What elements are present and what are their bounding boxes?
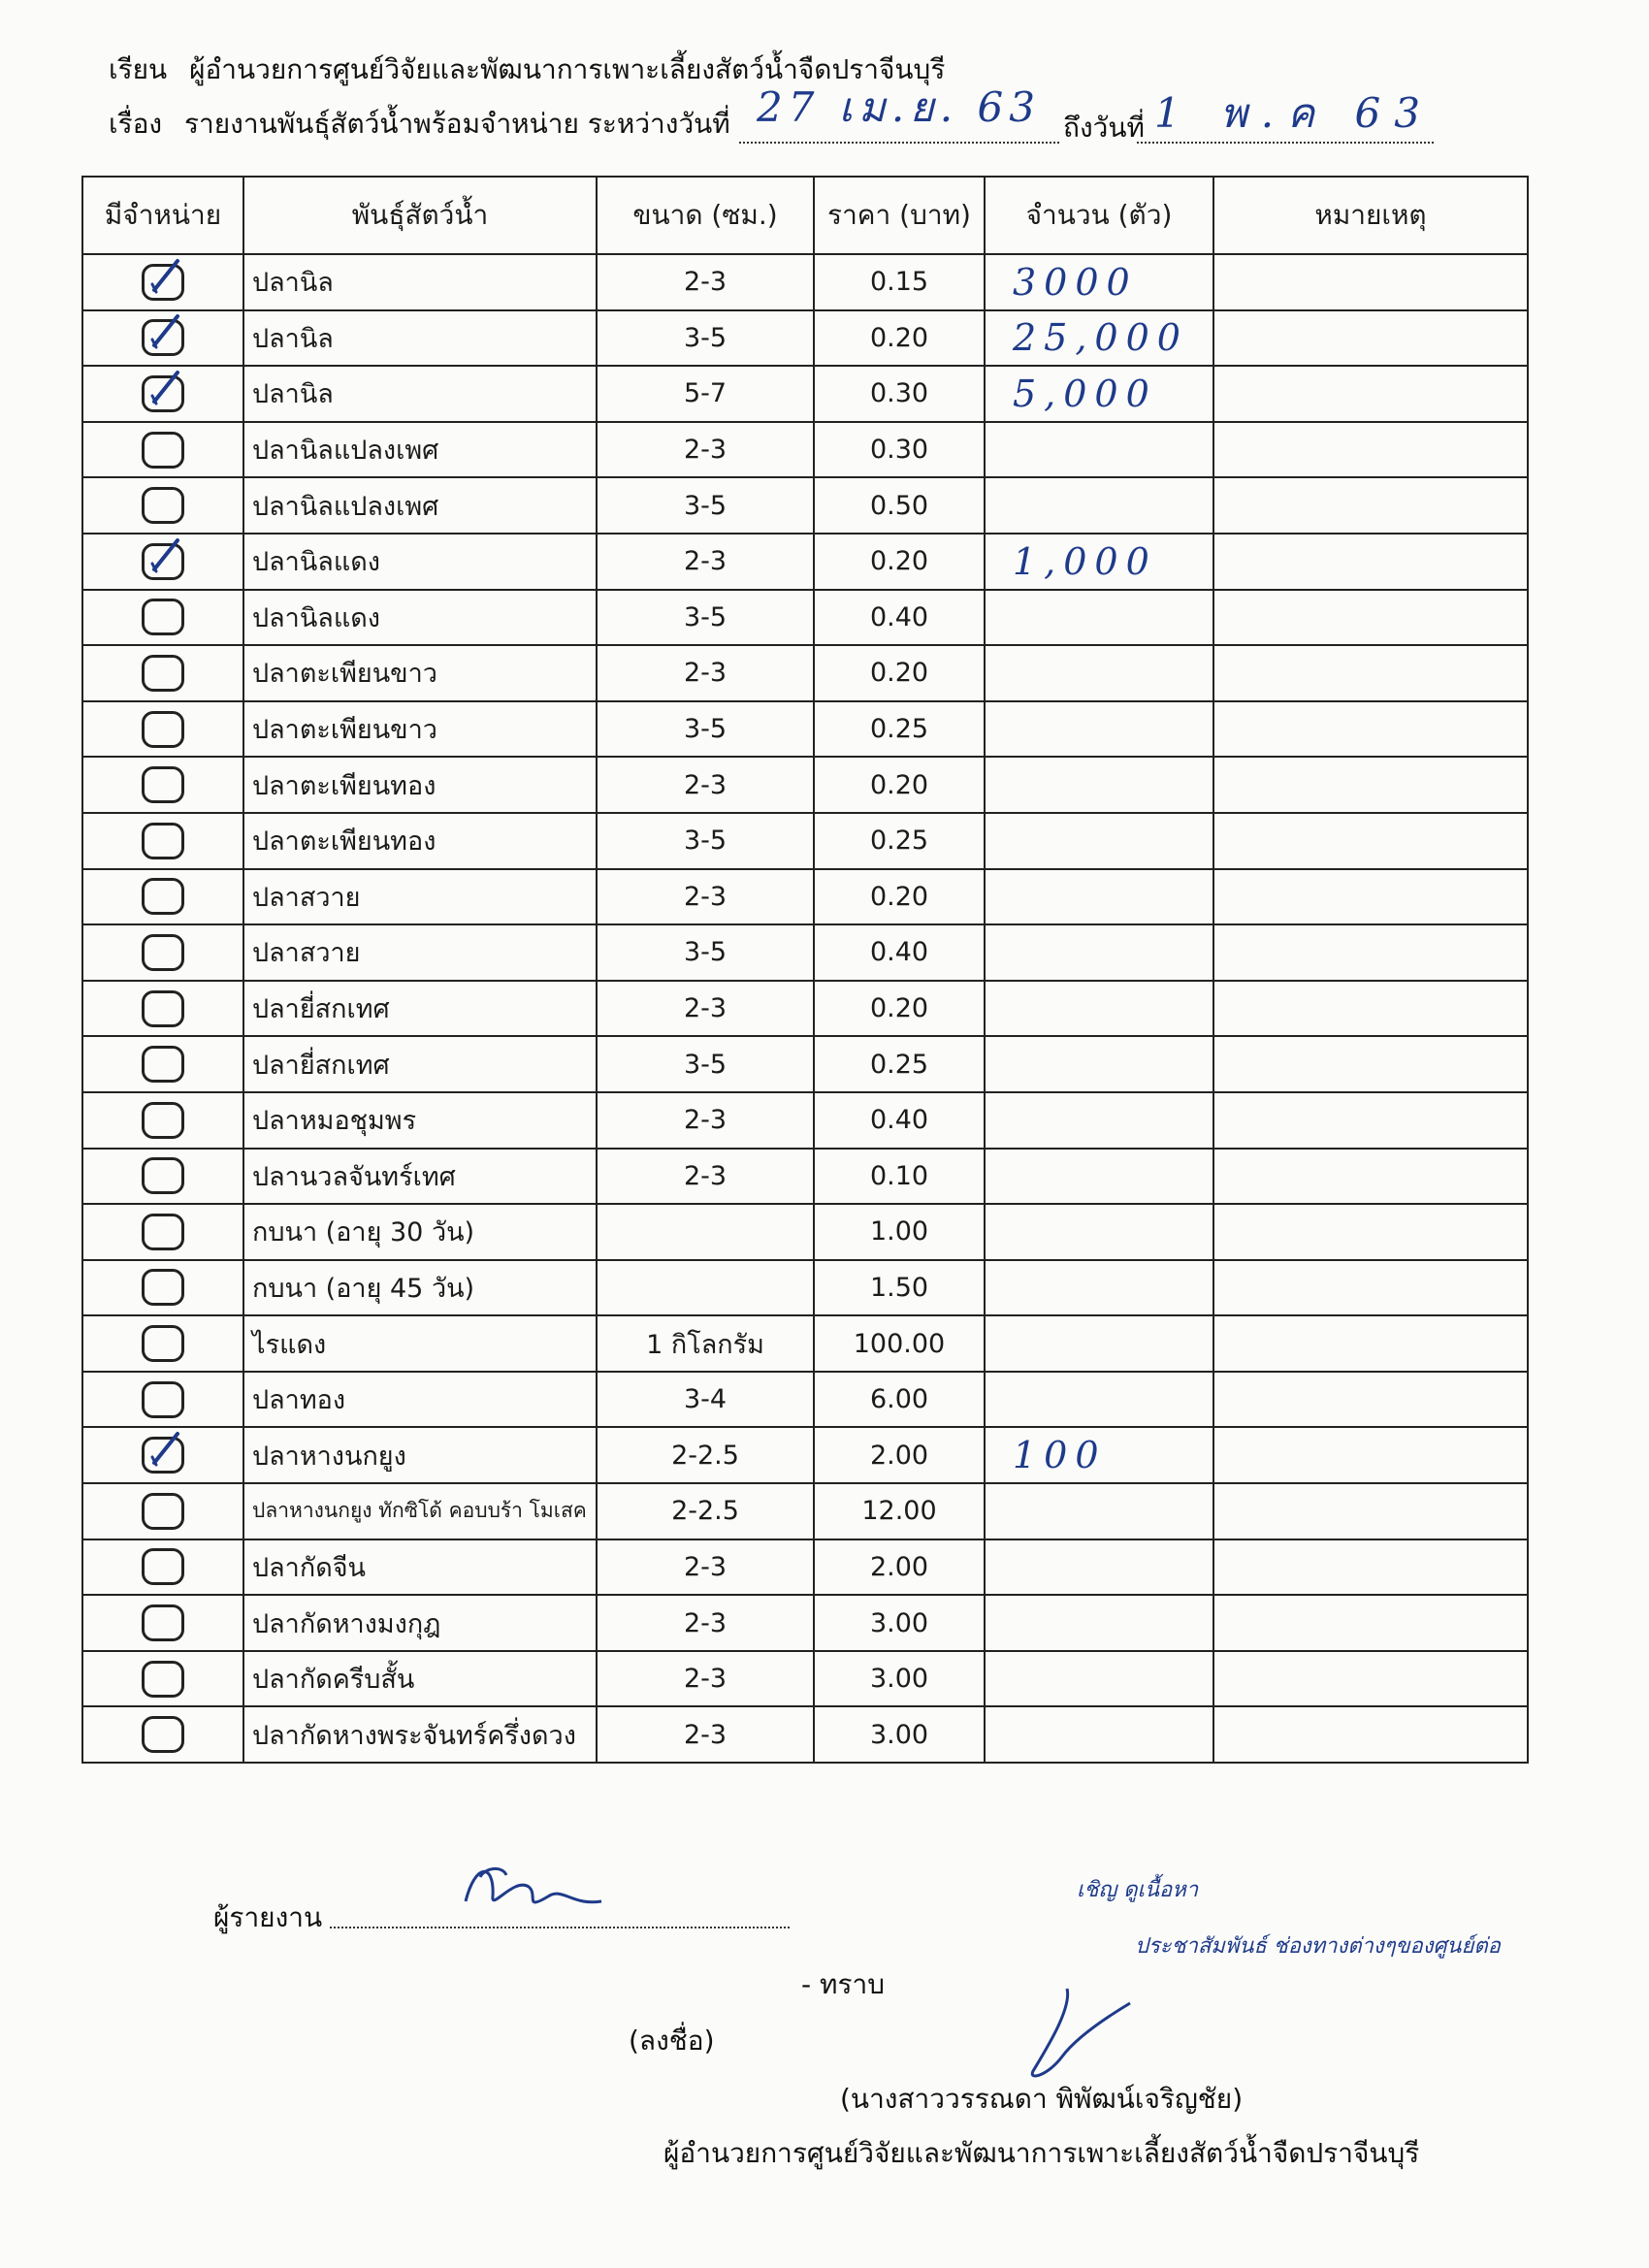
species-name: กบนา (อายุ 45 วัน) xyxy=(243,1260,597,1316)
quantity-cell[interactable] xyxy=(985,701,1213,758)
checkbox-unchecked[interactable] xyxy=(142,1102,184,1139)
checkbox-unchecked[interactable] xyxy=(142,934,184,971)
size-cell: 2-3 xyxy=(597,1092,814,1149)
table-row xyxy=(82,1651,1528,1707)
available-cell xyxy=(82,701,243,758)
director-signature xyxy=(1009,1979,1135,2086)
species-name: ปลาสวาย xyxy=(243,924,597,981)
checkbox-unchecked[interactable] xyxy=(142,711,184,748)
checkbox-unchecked[interactable] xyxy=(142,1046,184,1083)
table-row xyxy=(82,590,1528,646)
size-cell: 5-7 xyxy=(597,366,814,422)
table-row xyxy=(82,1372,1528,1428)
acknowledge-text: - ทราบ xyxy=(801,1968,885,2000)
size-cell: 2-3 xyxy=(597,254,814,310)
remark-cell[interactable] xyxy=(1213,310,1528,367)
available-cell xyxy=(82,1036,243,1092)
price-cell: 0.40 xyxy=(814,590,985,646)
price-cell: 0.30 xyxy=(814,366,985,422)
table-row xyxy=(82,701,1528,758)
subject-value: รายงานพันธุ์สัตว์น้ำพร้อมจำหน่าย ระหว่างวันที่ xyxy=(184,108,730,140)
price-cell: 2.00 xyxy=(814,1427,985,1483)
available-cell xyxy=(82,1483,243,1539)
quantity-handwritten: 5,000 xyxy=(1013,372,1157,415)
available-cell xyxy=(82,254,243,310)
quantity-cell[interactable] xyxy=(985,924,1213,981)
price-cell: 1.00 xyxy=(814,1204,985,1260)
quantity-cell[interactable] xyxy=(985,1427,1213,1483)
checkbox-unchecked[interactable] xyxy=(142,1325,184,1362)
size-cell: 2-3 xyxy=(597,1149,814,1205)
size-cell: 2-3 xyxy=(597,981,814,1037)
table-row xyxy=(82,813,1528,869)
quantity-cell[interactable] xyxy=(985,477,1213,534)
remark-cell[interactable] xyxy=(1213,422,1528,478)
species-name: ปลาหมอชุมพร xyxy=(243,1092,597,1149)
species-name: ปลาหางนกยูง xyxy=(243,1427,597,1483)
checkbox-unchecked[interactable] xyxy=(142,990,184,1027)
quantity-cell[interactable] xyxy=(985,1204,1213,1260)
size-cell: 3-4 xyxy=(597,1372,814,1428)
price-cell: 0.40 xyxy=(814,924,985,981)
checkbox-unchecked[interactable] xyxy=(142,1661,184,1698)
price-cell: 0.20 xyxy=(814,981,985,1037)
quantity-cell[interactable] xyxy=(985,1092,1213,1149)
quantity-handwritten: 3000 xyxy=(1013,260,1138,304)
signatory-name-text: (นางสาววรรณดา พิพัฒน์เจริญชัย) xyxy=(840,2083,1244,2115)
species-name: ปลากัดหางมงกุฎ xyxy=(243,1595,597,1651)
price-cell: 0.20 xyxy=(814,757,985,813)
checkbox-unchecked[interactable] xyxy=(142,878,184,915)
species-name: ปลานิล xyxy=(243,254,597,310)
quantity-cell[interactable] xyxy=(985,1372,1213,1428)
quantity-cell[interactable] xyxy=(985,1706,1213,1763)
size-cell: 2-3 xyxy=(597,645,814,701)
available-cell xyxy=(82,1315,243,1372)
price-cell: 0.40 xyxy=(814,1092,985,1149)
species-name: ปลายี่สกเทศ xyxy=(243,1036,597,1092)
price-cell: 0.50 xyxy=(814,477,985,534)
checkbox-unchecked[interactable] xyxy=(142,1381,184,1418)
remark-cell[interactable] xyxy=(1213,1204,1528,1260)
from-date-handwritten: 27 เม.ย. 63 xyxy=(757,83,1041,131)
remark-cell[interactable] xyxy=(1213,757,1528,813)
size-cell: 2-2.5 xyxy=(597,1483,814,1539)
remark-cell[interactable] xyxy=(1213,1595,1528,1651)
table-row xyxy=(82,254,1528,310)
checkbox-unchecked[interactable] xyxy=(142,599,184,635)
table-row xyxy=(82,1204,1528,1260)
table-row xyxy=(82,1595,1528,1651)
price-cell: 0.20 xyxy=(814,310,985,367)
remark-cell[interactable] xyxy=(1213,1483,1528,1539)
quantity-cell[interactable] xyxy=(985,590,1213,646)
header-quantity: จำนวน (ตัว) xyxy=(985,177,1213,254)
size-cell: 3-5 xyxy=(597,1036,814,1092)
price-cell: 0.30 xyxy=(814,422,985,478)
species-name: ปลานวลจันทร์เทศ xyxy=(243,1149,597,1205)
signatory-name xyxy=(840,2078,1243,2121)
checkbox-checked[interactable] xyxy=(142,543,184,580)
table-row xyxy=(82,422,1528,478)
price-cell: 0.10 xyxy=(814,1149,985,1205)
remark-cell[interactable] xyxy=(1213,366,1528,422)
size-cell: 3-5 xyxy=(597,590,814,646)
size-cell: 2-3 xyxy=(597,1539,814,1596)
size-cell xyxy=(597,1204,814,1260)
handwritten-note-2: ประชาสัมพันธ์ ช่องทางต่างๆของศูนย์ต่อ xyxy=(1135,1934,1501,1959)
remark-cell[interactable] xyxy=(1213,1539,1528,1596)
remark-cell[interactable] xyxy=(1213,924,1528,981)
checkbox-unchecked[interactable] xyxy=(142,766,184,803)
available-cell xyxy=(82,590,243,646)
check-mark-icon xyxy=(148,1430,187,1473)
remark-cell[interactable] xyxy=(1213,645,1528,701)
available-cell xyxy=(82,1539,243,1596)
species-name: ปลาสวาย xyxy=(243,869,597,925)
species-name: ปลานิลแปลงเพศ xyxy=(243,422,597,478)
subject-label: เรื่อง xyxy=(109,108,163,140)
header-size: ขนาด (ซม.) xyxy=(597,177,814,254)
quantity-cell[interactable] xyxy=(985,757,1213,813)
quantity-cell[interactable] xyxy=(985,981,1213,1037)
checkbox-unchecked[interactable] xyxy=(142,655,184,692)
price-cell: 3.00 xyxy=(814,1706,985,1763)
sign-label-text: (ลงชื่อ) xyxy=(629,2025,715,2057)
available-cell xyxy=(82,869,243,925)
checkbox-checked[interactable] xyxy=(142,319,184,356)
quantity-cell[interactable] xyxy=(985,645,1213,701)
quantity-cell[interactable] xyxy=(985,422,1213,478)
remark-cell[interactable] xyxy=(1213,1427,1528,1483)
table-row xyxy=(82,1706,1528,1763)
remark-cell[interactable] xyxy=(1213,1149,1528,1205)
to-value: ผู้อำนวยการศูนย์วิจัยและพัฒนาการเพาะเลี้ยงสัตว์น้ำจืดปราจีนบุรี xyxy=(189,53,946,85)
table-row xyxy=(82,1315,1528,1372)
quantity-cell[interactable] xyxy=(985,1315,1213,1372)
table-row xyxy=(82,645,1528,701)
size-cell: 3-5 xyxy=(597,813,814,869)
table-row xyxy=(82,1483,1528,1539)
species-name: ปลานิลแดง xyxy=(243,590,597,646)
quantity-cell[interactable] xyxy=(985,869,1213,925)
acknowledge xyxy=(801,1963,885,2006)
size-cell: 3-5 xyxy=(597,310,814,367)
species-name: ปลายี่สกเทศ xyxy=(243,981,597,1037)
available-cell xyxy=(82,477,243,534)
reporter-label-text: ผู้รายงาน xyxy=(213,1901,323,1933)
remark-cell[interactable] xyxy=(1213,590,1528,646)
to-label: เรียน xyxy=(109,53,168,85)
available-cell xyxy=(82,534,243,590)
size-cell: 3-5 xyxy=(597,477,814,534)
size-cell: 2-3 xyxy=(597,1651,814,1707)
checkbox-unchecked[interactable] xyxy=(142,1493,184,1530)
available-cell xyxy=(82,1204,243,1260)
size-cell: 2-3 xyxy=(597,534,814,590)
to-date-label-text: ถึงวันที่ xyxy=(1063,112,1145,144)
size-cell: 3-5 xyxy=(597,701,814,758)
table-body xyxy=(82,254,1528,1763)
available-cell xyxy=(82,1427,243,1483)
price-cell: 1.50 xyxy=(814,1260,985,1316)
available-cell xyxy=(82,422,243,478)
remark-cell[interactable] xyxy=(1213,1706,1528,1763)
quantity-cell[interactable] xyxy=(985,813,1213,869)
table-row xyxy=(82,310,1528,367)
size-cell: 2-3 xyxy=(597,422,814,478)
species-name: ปลานิลแดง xyxy=(243,534,597,590)
size-cell: 3-5 xyxy=(597,924,814,981)
price-cell: 0.25 xyxy=(814,701,985,758)
available-cell xyxy=(82,813,243,869)
species-name: ปลาตะเพียนทอง xyxy=(243,813,597,869)
table-row xyxy=(82,1149,1528,1205)
available-cell xyxy=(82,1092,243,1149)
checkbox-unchecked[interactable] xyxy=(142,1269,184,1306)
table-row xyxy=(82,869,1528,925)
remark-cell[interactable] xyxy=(1213,477,1528,534)
available-cell xyxy=(82,1651,243,1707)
remark-cell[interactable] xyxy=(1213,701,1528,758)
price-cell: 2.00 xyxy=(814,1539,985,1596)
price-cell: 3.00 xyxy=(814,1595,985,1651)
from-date-line xyxy=(739,142,1059,144)
table-row xyxy=(82,924,1528,981)
checkbox-unchecked[interactable] xyxy=(142,1604,184,1641)
table-row xyxy=(82,366,1528,422)
checkbox-checked[interactable] xyxy=(142,375,184,412)
species-name: กบนา (อายุ 30 วัน) xyxy=(243,1204,597,1260)
species-name: ปลาตะเพียนขาว xyxy=(243,645,597,701)
table-row xyxy=(82,1260,1528,1316)
price-cell: 3.00 xyxy=(814,1651,985,1707)
species-name: ปลากัดหางพระจันทร์ครึ่งดวง xyxy=(243,1706,597,1763)
checkbox-checked[interactable] xyxy=(142,1437,184,1474)
checkbox-unchecked[interactable] xyxy=(142,1548,184,1585)
checkbox-checked[interactable] xyxy=(142,264,184,301)
quantity-cell[interactable] xyxy=(985,310,1213,367)
remark-cell[interactable] xyxy=(1213,1260,1528,1316)
species-name: ปลากัดจีน xyxy=(243,1539,597,1596)
to-date-handwritten: 1 พ.ค 63 xyxy=(1154,89,1434,137)
header-remark: หมายเหตุ xyxy=(1213,177,1528,254)
size-cell: 2-3 xyxy=(597,1595,814,1651)
remark-cell[interactable] xyxy=(1213,869,1528,925)
check-mark-icon xyxy=(148,312,187,355)
price-cell: 12.00 xyxy=(814,1483,985,1539)
available-cell xyxy=(82,1372,243,1428)
header-available: มีจำหน่าย xyxy=(82,177,243,254)
available-cell xyxy=(82,1149,243,1205)
species-name: ปลานิลแปลงเพศ xyxy=(243,477,597,534)
price-cell: 0.25 xyxy=(814,1036,985,1092)
table-row xyxy=(82,534,1528,590)
available-cell xyxy=(82,981,243,1037)
species-name: ปลากัดครีบสั้น xyxy=(243,1651,597,1707)
remark-cell[interactable] xyxy=(1213,1036,1528,1092)
checkbox-unchecked[interactable] xyxy=(142,1214,184,1250)
size-cell xyxy=(597,1260,814,1316)
quantity-cell[interactable] xyxy=(985,366,1213,422)
table-row xyxy=(82,1036,1528,1092)
price-cell: 0.15 xyxy=(814,254,985,310)
available-cell xyxy=(82,757,243,813)
quantity-cell[interactable] xyxy=(985,1036,1213,1092)
price-cell: 0.20 xyxy=(814,534,985,590)
quantity-cell[interactable] xyxy=(985,1483,1213,1539)
available-cell xyxy=(82,924,243,981)
quantity-handwritten: 25,000 xyxy=(1013,316,1188,360)
quantity-cell[interactable] xyxy=(985,534,1213,590)
available-cell xyxy=(82,1260,243,1316)
checkbox-unchecked[interactable] xyxy=(142,487,184,524)
price-cell: 0.20 xyxy=(814,869,985,925)
table-row xyxy=(82,1427,1528,1483)
table-row xyxy=(82,1092,1528,1149)
handwritten-note-1: เชิญ ดูเนื้อหา xyxy=(1077,1878,1199,1902)
species-name: ปลาหางนกยูง ทักซิโด้ คอบบร้า โมเสค xyxy=(243,1483,597,1539)
species-name: ปลานิล xyxy=(243,310,597,367)
checkbox-unchecked[interactable] xyxy=(142,1716,184,1753)
size-cell: 2-3 xyxy=(597,1706,814,1763)
species-name: ปลาตะเพียนขาว xyxy=(243,701,597,758)
remark-cell[interactable] xyxy=(1213,534,1528,590)
check-mark-icon xyxy=(148,536,187,579)
available-cell xyxy=(82,1595,243,1651)
check-mark-icon xyxy=(148,369,187,411)
species-name: ปลาตะเพียนทอง xyxy=(243,757,597,813)
price-cell: 6.00 xyxy=(814,1372,985,1428)
remark-cell[interactable] xyxy=(1213,813,1528,869)
reporter-label xyxy=(213,1896,322,1939)
checkbox-unchecked[interactable] xyxy=(142,432,184,469)
size-cell: 2-3 xyxy=(597,757,814,813)
size-cell: 2-3 xyxy=(597,869,814,925)
reporter-signature xyxy=(456,1858,611,1926)
quantity-cell[interactable] xyxy=(985,1149,1213,1205)
species-name: ปลานิล xyxy=(243,366,597,422)
quantity-cell[interactable] xyxy=(985,1260,1213,1316)
available-cell xyxy=(82,366,243,422)
quantity-cell[interactable] xyxy=(985,1651,1213,1707)
table-row xyxy=(82,1539,1528,1596)
remark-cell[interactable] xyxy=(1213,1651,1528,1707)
available-cell xyxy=(82,310,243,367)
remark-cell[interactable] xyxy=(1213,981,1528,1037)
checkbox-unchecked[interactable] xyxy=(142,823,184,859)
remark-cell[interactable] xyxy=(1213,1315,1528,1372)
species-table xyxy=(81,176,1529,1764)
quantity-cell[interactable] xyxy=(985,254,1213,310)
remark-cell[interactable] xyxy=(1213,254,1528,310)
available-cell xyxy=(82,645,243,701)
price-cell: 100.00 xyxy=(814,1315,985,1372)
remark-cell[interactable] xyxy=(1213,1092,1528,1149)
table-row xyxy=(82,757,1528,813)
species-name: ไรแดง xyxy=(243,1315,597,1372)
to-date-label xyxy=(1063,107,1145,149)
available-cell xyxy=(82,1706,243,1763)
signatory-title xyxy=(663,2132,1419,2175)
species-name: ปลาทอง xyxy=(243,1372,597,1428)
header-species: พันธุ์สัตว์น้ำ xyxy=(243,177,597,254)
sign-label xyxy=(629,2020,715,2062)
table-row xyxy=(82,981,1528,1037)
quantity-handwritten: 1,000 xyxy=(1013,539,1157,583)
table-header-row xyxy=(82,177,1528,254)
header-subject xyxy=(109,103,730,146)
size-cell: 2-2.5 xyxy=(597,1427,814,1483)
checkbox-unchecked[interactable] xyxy=(142,1157,184,1194)
price-cell: 0.20 xyxy=(814,645,985,701)
reporter-line xyxy=(330,1927,790,1928)
size-cell: 1 กิโลกรัม xyxy=(597,1315,814,1372)
table-row xyxy=(82,477,1528,534)
check-mark-icon xyxy=(148,257,187,300)
remark-cell[interactable] xyxy=(1213,1372,1528,1428)
quantity-cell[interactable] xyxy=(985,1539,1213,1596)
price-cell: 0.25 xyxy=(814,813,985,869)
header-price: ราคา (บาท) xyxy=(814,177,985,254)
quantity-cell[interactable] xyxy=(985,1595,1213,1651)
quantity-handwritten: 100 xyxy=(1013,1434,1107,1477)
signatory-title-text: ผู้อำนวยการศูนย์วิจัยและพัฒนาการเพาะเลี้ยงสัตว์น้ำจืดปราจีนบุรี xyxy=(663,2137,1420,2169)
